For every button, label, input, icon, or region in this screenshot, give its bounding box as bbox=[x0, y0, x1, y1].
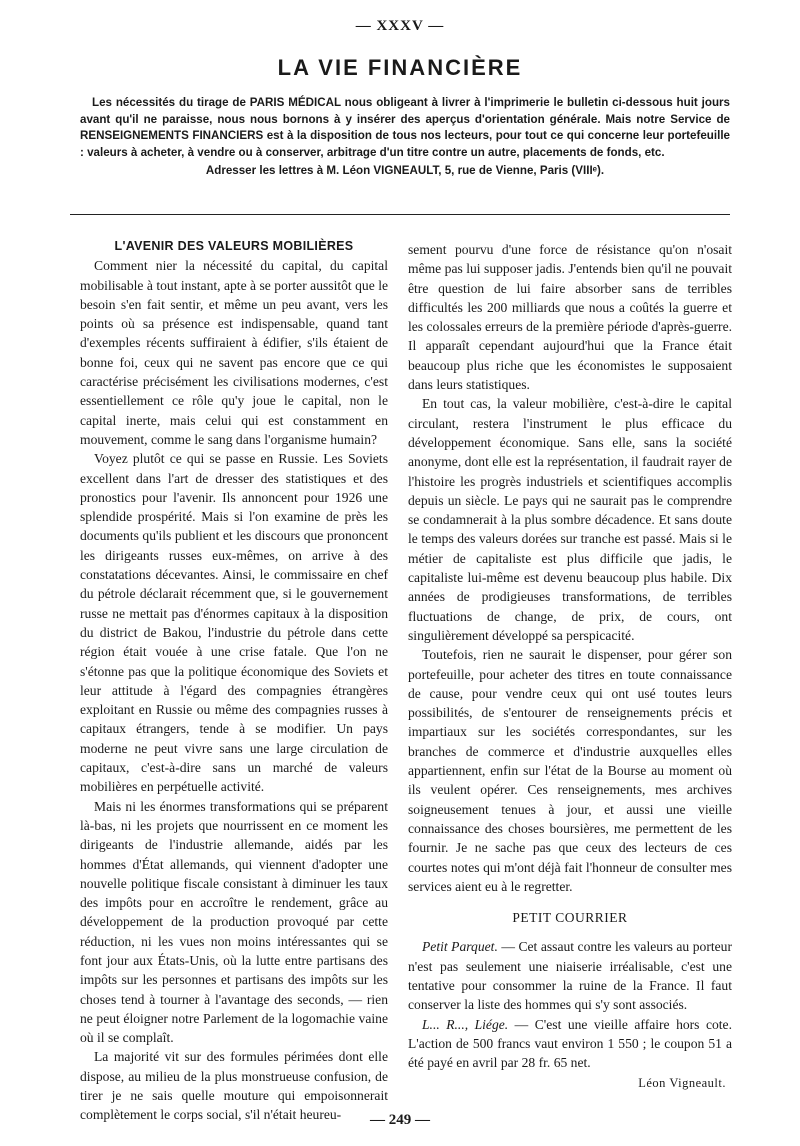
petit-courrier-heading: PETIT COURRIER bbox=[512, 910, 628, 926]
courrier-addressee: L... R..., Liége. bbox=[422, 1016, 509, 1032]
left-column bbox=[80, 237, 388, 1125]
article-paragraph: Toutefois, rien ne saurait le dispenser, pour gérer son portefeuille, pour acheter des titres en toute connaissance de cause, pour vendre ceux qui ont usé toutes leurs possibilités, de s'entourer de renseignements précis et impartiaux sur les sociétés correspondantes, sur les branches de commerce et d'industrie auxquelles elles appartiennent, enfin sur l'état de la Bourse au moment où ils veulent opérer. Ces renseignements, mes archives soigneusement tenues à jour, et aussi une vieille connaissance des choses boursières, me permettent de les fournir. Je ne sache pas que ceux des lecteurs de ces courtes notes qui m'ont déjà fait l'honneur de consulter mes services aient eu à le regretter. bbox=[408, 647, 732, 894]
intro-address: Adresser les lettres à M. Léon VIGNEAULT, 5, rue de Vienne, Paris (VIIIᵉ). bbox=[205, 164, 605, 177]
article-paragraph: La majorité vit sur des formules périmées dont elle dispose, au milieu de la plus monstrueuse confusion, de tirer je ne sais quelle mouture qui empoisonnerait complètement le corps social, s'il n'était heureu- bbox=[80, 1049, 388, 1123]
page-title: LA VIE FINANCIÈRE bbox=[277, 55, 523, 80]
article-heading: L'AVENIR DES VALEURS MOBILIÈRES bbox=[114, 239, 354, 253]
article-paragraph: sement pourvu d'une force de résistance qu'on n'osait même pas lui supposer jadis. J'entends bien qu'il ne pouvait être question de lui faire absorber sans de terribles difficultés les 200 milliards que nous a coûtés la guerre et les colossales erreurs de la première période d'après-guerre. Il apparaît cependant aujourd'hui que la France était beaucoup plus riche que les économistes le supposaient dans leurs statistiques. bbox=[408, 242, 733, 393]
article-paragraph: Voyez plutôt ce qui se passe en Russie. Les Soviets excellent dans l'art de dresser des statistiques et des pronostics pour l'avenir. Ils annoncent pour 1926 une splendide prospérité. Mais si l'on examine de près les documents qu'ils publient et les discours que prononcent les dirigeants russes eux-mêmes, on arrive à des constatations décevantes. Ainsi, le commissaire en chef du pétrole déclarait récemment que, si le gouvernement russe ne mettait pas d'énormes capitaux à la disposition du district de Bakou, l'industrie du pétrole dans cette région était vouée à une crise fatale. Que l'on ne s'étonne pas que la politique économique des Soviets et leur attitude à l'égard des compagnies étrangères exploitant en Russie ou même des compagnies russes à capitaux étrangers, tende à se modifier. Un pays moderne ne peut vivre sans une large circulation de capitaux, c'est-à-dire sans un marché de valeurs mobilières en perpétuelle activité. bbox=[80, 451, 388, 795]
header-divider bbox=[70, 214, 730, 215]
courrier-addressee: Petit Parquet. bbox=[422, 939, 498, 955]
article-paragraph: En tout cas, la valeur mobilière, c'est-à-dire le capital circulant, restera l'instrument le plus efficace du développement économique. Sans elle, sans la société anonyme, dont elle est la représentation, il faudrait rayer de l'histoire les progrès industriels et scientifiques accomplis depuis un siècle. Le pays qui ne saurait pas le comprendre se condamnerait à la plus sombre décadence. Et sans doute le temps des valeurs dorées sur tranche est passé. Mais si le métier de capitaliste est plus difficile que jadis, le capitaliste lui-même est devenu beaucoup plus habile. Dix années de prodigieuses transformations, de terribles fluctuations de change, de prix, de cours, ont singulièrement développé sa perspicacité. bbox=[408, 396, 732, 643]
article-paragraph: Mais ni les énormes transformations qui se préparent là-bas, ni les projets que nourrissent en ce moment les dirigeants de l'industrie allemande, aidés par les hommes d'État allemands, qui viennent d'adopter une nouvelle politique fiscale consistant à diminuer les taux des impôts pour en accroître le rendement, grâce au développement de la production provoqué par cette réduction, ni les vues non moins intéressantes qui se font jour aux États-Unis, où la lutte entre partisans des impôts sur les personnes et partisans des impôts sur les choses tend à tourner à l'avantage des seconds, — rien ne peut éloigner notre Parlement de la logomachie vaine où il se complaît. bbox=[80, 798, 388, 1046]
courrier-text: — C'est une vieille affaire hors cote. L'action de 500 francs vaut environ 1 550 ; le coupon 51 a été payé en avril par 28 fr. 65 net. bbox=[408, 1016, 732, 1071]
courrier-text: — Cet assaut contre les valeurs au porteur n'est pas seulement une niaiserie irréalisable, c'est une tentative pour consommer la ruine de la France. Il faut conserver la liste des hommes qui s'y sont associés. bbox=[408, 939, 732, 1013]
page-number: — 249 — bbox=[370, 1112, 430, 1128]
courrier-entry bbox=[408, 937, 732, 1014]
signature: Léon Vigneault. bbox=[638, 1076, 726, 1091]
intro-notice bbox=[80, 95, 730, 180]
intro-paragraph: Les nécessités du tirage de PARIS MÉDICAL nous obligeant à livrer à l'imprimerie le bulletin ci-dessous huit jours avant qu'il ne paraisse, nous nous bornons à y insérer des aperçus d'orientation générale. Mais notre Service de RENSEIGNEMENTS FINANCIERS est à la disposition de tous nos lecteurs, pour tout ce qui concerne leur portefeuille : valeurs à acheter, à vendre ou à conserver, arbitrage d'un titre contre un autre, placements de fonds, etc. bbox=[80, 96, 730, 159]
right-column bbox=[408, 240, 732, 1094]
article-paragraph: Comment nier la nécessité du capital, du capital mobilisable à tout instant, apte à se porter aussitôt que le besoin s'en fait sentir, et même un peu avant, vers les points où sa présence est indispensable, quand tant d'exemples récents suffiraient à édifier, s'ils étaient de bonne foi, ceux qui ne savent pas encore que ce qui caractérise précisément les civilisations modernes, c'est essentiellement ce rôle qu'y joue le capital, non le capital inerte, mais celui qui est constamment en mouvement, comme le sang dans l'organisme humain? bbox=[80, 258, 388, 447]
section-numeral: — XXXV — bbox=[355, 18, 445, 34]
courrier-entry bbox=[408, 1015, 732, 1073]
